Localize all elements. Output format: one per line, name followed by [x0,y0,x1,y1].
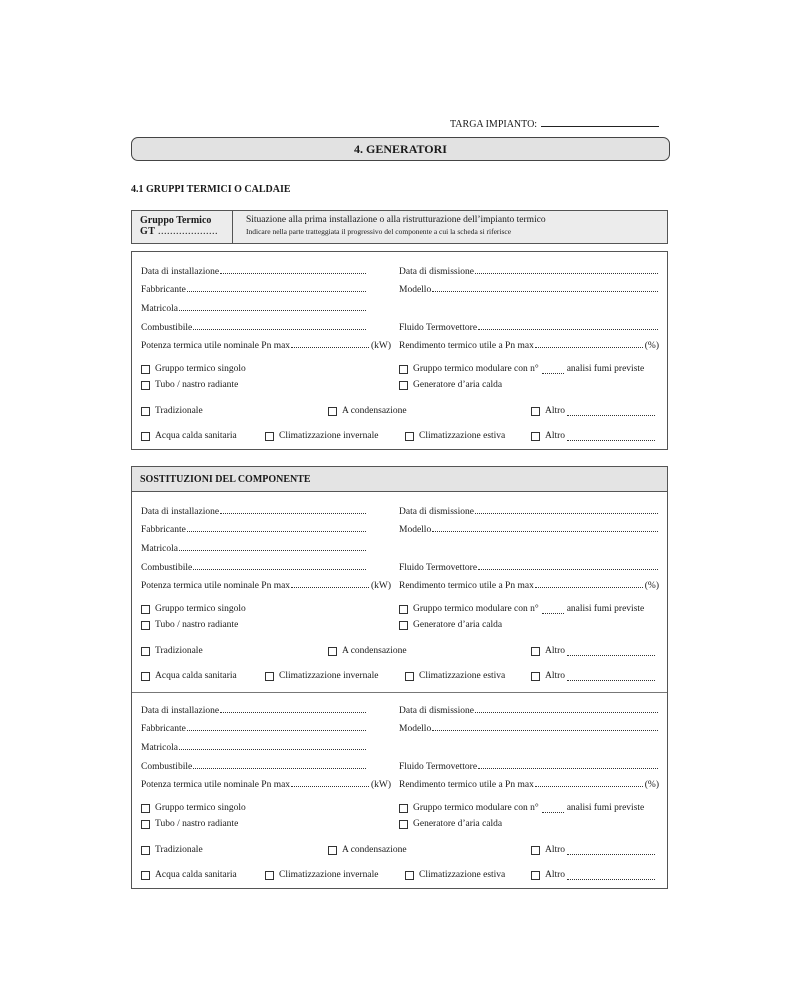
section-title: 4. GENERATORI [354,141,447,156]
checkbox-gruppo-singolo[interactable] [141,364,246,374]
checkbox-condensazione[interactable] [328,845,407,855]
label-altro: Altro [545,671,566,681]
checkbox-altro-tipo[interactable] [531,646,655,656]
checkbox-tubo-radiante[interactable] [141,620,238,630]
field-potenza[interactable] [141,339,391,351]
header-gt [140,226,232,237]
label-condensazione: A condensazione [342,845,407,855]
label-generatore-aria: Generatore d’aria calda [413,620,503,630]
label-matricola: Matricola [141,544,178,554]
field-rendimento[interactable] [399,339,659,351]
label-modello: Modello [399,285,432,295]
field-data-installazione[interactable] [141,704,367,716]
label-acqua-calda: Acqua calda sanitaria [155,870,237,880]
label-data-installazione: Data di installazione [141,507,220,517]
field-data-installazione[interactable] [141,505,367,517]
component-form-block [132,252,667,447]
field-data-dismissione[interactable] [399,505,659,517]
targa-label: TARGA IMPIANTO: [450,119,538,130]
component-form-block [132,492,667,687]
label-clim-invernale: Climatizzazione invernale [279,870,379,880]
checkbox-clim-invernale[interactable] [265,671,378,681]
sostituzioni-box [131,466,668,889]
checkbox-acqua-calda[interactable] [141,870,237,880]
subsection-title: 4.1 GRUPPI TERMICI O CALDAIE [131,184,291,195]
section-title-bar [131,137,670,161]
checkbox-acqua-calda[interactable] [141,671,237,681]
label-gruppo-singolo: Gruppo termico singolo [155,803,246,813]
label-analisi-fumi: analisi fumi previste [566,604,645,614]
label-data-installazione: Data di installazione [141,267,220,277]
label-generatore-aria: Generatore d’aria calda [413,380,503,390]
unit-percent: (%) [644,341,659,351]
label-modello: Modello [399,724,432,734]
label-clim-estiva: Climatizzazione estiva [419,870,506,880]
label-gruppo-singolo: Gruppo termico singolo [155,364,246,374]
checkbox-tradizionale[interactable] [141,406,203,416]
label-acqua-calda: Acqua calda sanitaria [155,671,237,681]
field-fluido[interactable] [399,561,659,573]
label-condensazione: A condensazione [342,406,407,416]
field-modello[interactable] [399,722,659,734]
label-tradizionale: Tradizionale [155,646,203,656]
prima-installazione-box [131,251,668,450]
field-combustibile[interactable] [141,321,367,333]
label-modello: Modello [399,525,432,535]
header-right-title: Situazione alla prima installazione o alla ristrutturazione dell’impianto termico [246,215,546,225]
label-clim-estiva: Climatizzazione estiva [419,431,506,441]
header-left-cell [132,211,233,243]
field-rendimento[interactable] [399,778,659,790]
field-combustibile[interactable] [141,760,367,772]
field-data-dismissione[interactable] [399,265,659,277]
checkbox-altro-tipo[interactable] [531,845,655,855]
checkbox-clim-invernale[interactable] [265,870,378,880]
label-condensazione: A condensazione [342,646,407,656]
header-right-cell [233,211,546,243]
label-gruppo-modulare: Gruppo termico modulare con n° [413,803,539,813]
label-tubo-radiante: Tubo / nastro radiante [155,380,239,390]
checkbox-clim-invernale[interactable] [265,431,378,441]
checkbox-clim-estiva[interactable] [405,870,505,880]
label-rendimento: Rendimento termico utile a Pn max [399,341,534,351]
targa-input-line[interactable] [541,116,659,127]
label-data-installazione: Data di installazione [141,706,220,716]
label-analisi-fumi: analisi fumi previste [566,364,645,374]
field-rendimento[interactable] [399,579,659,591]
label-clim-invernale: Climatizzazione invernale [279,431,379,441]
checkbox-acqua-calda[interactable] [141,431,237,441]
label-data-dismissione: Data di dismissione [399,507,474,517]
label-combustibile: Combustibile [141,762,193,772]
unit-kw: (kW) [370,780,391,790]
field-matricola[interactable] [141,302,367,314]
checkbox-altro-servizio[interactable] [531,671,655,681]
checkbox-clim-estiva[interactable] [405,671,505,681]
sostituzioni-title: SOSTITUZIONI DEL COMPONENTE [132,467,667,492]
label-fluido: Fluido Termovettore [399,762,478,772]
unit-percent: (%) [644,780,659,790]
checkbox-altro-servizio[interactable] [531,431,655,441]
label-potenza: Potenza termica utile nominale Pn max [141,780,291,790]
field-modello[interactable] [399,283,659,295]
checkbox-generatore-aria[interactable] [399,620,502,630]
label-rendimento: Rendimento termico utile a Pn max [399,581,534,591]
field-data-installazione[interactable] [141,265,367,277]
label-potenza: Potenza termica utile nominale Pn max [141,341,291,351]
label-tubo-radiante: Tubo / nastro radiante [155,819,239,829]
header-left-title: Gruppo Termico [140,215,212,226]
label-altro: Altro [545,406,566,416]
checkbox-condensazione[interactable] [328,646,407,656]
checkbox-tubo-radiante[interactable] [141,380,238,390]
label-gruppo-modulare: Gruppo termico modulare con n° [413,364,539,374]
label-fluido: Fluido Termovettore [399,563,478,573]
label-tradizionale: Tradizionale [155,845,203,855]
field-fluido[interactable] [399,760,659,772]
label-combustibile: Combustibile [141,563,193,573]
label-matricola: Matricola [141,743,178,753]
unit-percent: (%) [644,581,659,591]
checkbox-gruppo-modulare[interactable] [399,803,644,813]
checkbox-clim-estiva[interactable] [405,431,505,441]
label-generatore-aria: Generatore d’aria calda [413,819,503,829]
label-altro: Altro [545,646,566,656]
field-potenza[interactable] [141,778,391,790]
label-fluido: Fluido Termovettore [399,323,478,333]
header-gt-dots[interactable]: .................... [157,226,218,237]
field-fabbricante[interactable] [141,722,367,734]
checkbox-altro-tipo[interactable] [531,406,655,416]
checkbox-condensazione[interactable] [328,406,407,416]
checkbox-tradizionale[interactable] [141,845,203,855]
field-matricola[interactable] [141,741,367,753]
checkbox-gruppo-modulare[interactable] [399,604,644,614]
label-data-dismissione: Data di dismissione [399,706,474,716]
component-form-block [132,691,667,886]
field-data-dismissione[interactable] [399,704,659,716]
field-matricola[interactable] [141,542,367,554]
label-fabbricante: Fabbricante [141,525,186,535]
unit-kw: (kW) [370,341,391,351]
checkbox-generatore-aria[interactable] [399,819,502,829]
label-acqua-calda: Acqua calda sanitaria [155,431,237,441]
header-right-note: Indicare nella parte tratteggiata il progressivo del componente a cui la scheda si riferisce [246,227,512,236]
checkbox-tradizionale[interactable] [141,646,203,656]
label-altro: Altro [545,870,566,880]
checkbox-tubo-radiante[interactable] [141,819,238,829]
checkbox-generatore-aria[interactable] [399,380,502,390]
gruppo-termico-header [131,210,668,244]
header-gt-label: GT [140,226,156,237]
checkbox-gruppo-singolo[interactable] [141,803,246,813]
label-matricola: Matricola [141,304,178,314]
field-fluido[interactable] [399,321,659,333]
label-clim-estiva: Climatizzazione estiva [419,671,506,681]
label-clim-invernale: Climatizzazione invernale [279,671,379,681]
label-potenza: Potenza termica utile nominale Pn max [141,581,291,591]
label-fabbricante: Fabbricante [141,724,186,734]
label-fabbricante: Fabbricante [141,285,186,295]
targa-impianto [450,116,659,130]
checkbox-gruppo-singolo[interactable] [141,604,246,614]
field-fabbricante[interactable] [141,523,367,535]
label-rendimento: Rendimento termico utile a Pn max [399,780,534,790]
field-modello[interactable] [399,523,659,535]
field-potenza[interactable] [141,579,391,591]
label-combustibile: Combustibile [141,323,193,333]
checkbox-gruppo-modulare[interactable] [399,364,644,374]
unit-kw: (kW) [370,581,391,591]
label-data-dismissione: Data di dismissione [399,267,474,277]
label-analisi-fumi: analisi fumi previste [566,803,645,813]
checkbox-altro-servizio[interactable] [531,870,655,880]
label-altro: Altro [545,431,566,441]
label-gruppo-modulare: Gruppo termico modulare con n° [413,604,539,614]
field-fabbricante[interactable] [141,283,367,295]
label-gruppo-singolo: Gruppo termico singolo [155,604,246,614]
label-tradizionale: Tradizionale [155,406,203,416]
label-tubo-radiante: Tubo / nastro radiante [155,620,239,630]
field-combustibile[interactable] [141,561,367,573]
label-altro: Altro [545,845,566,855]
